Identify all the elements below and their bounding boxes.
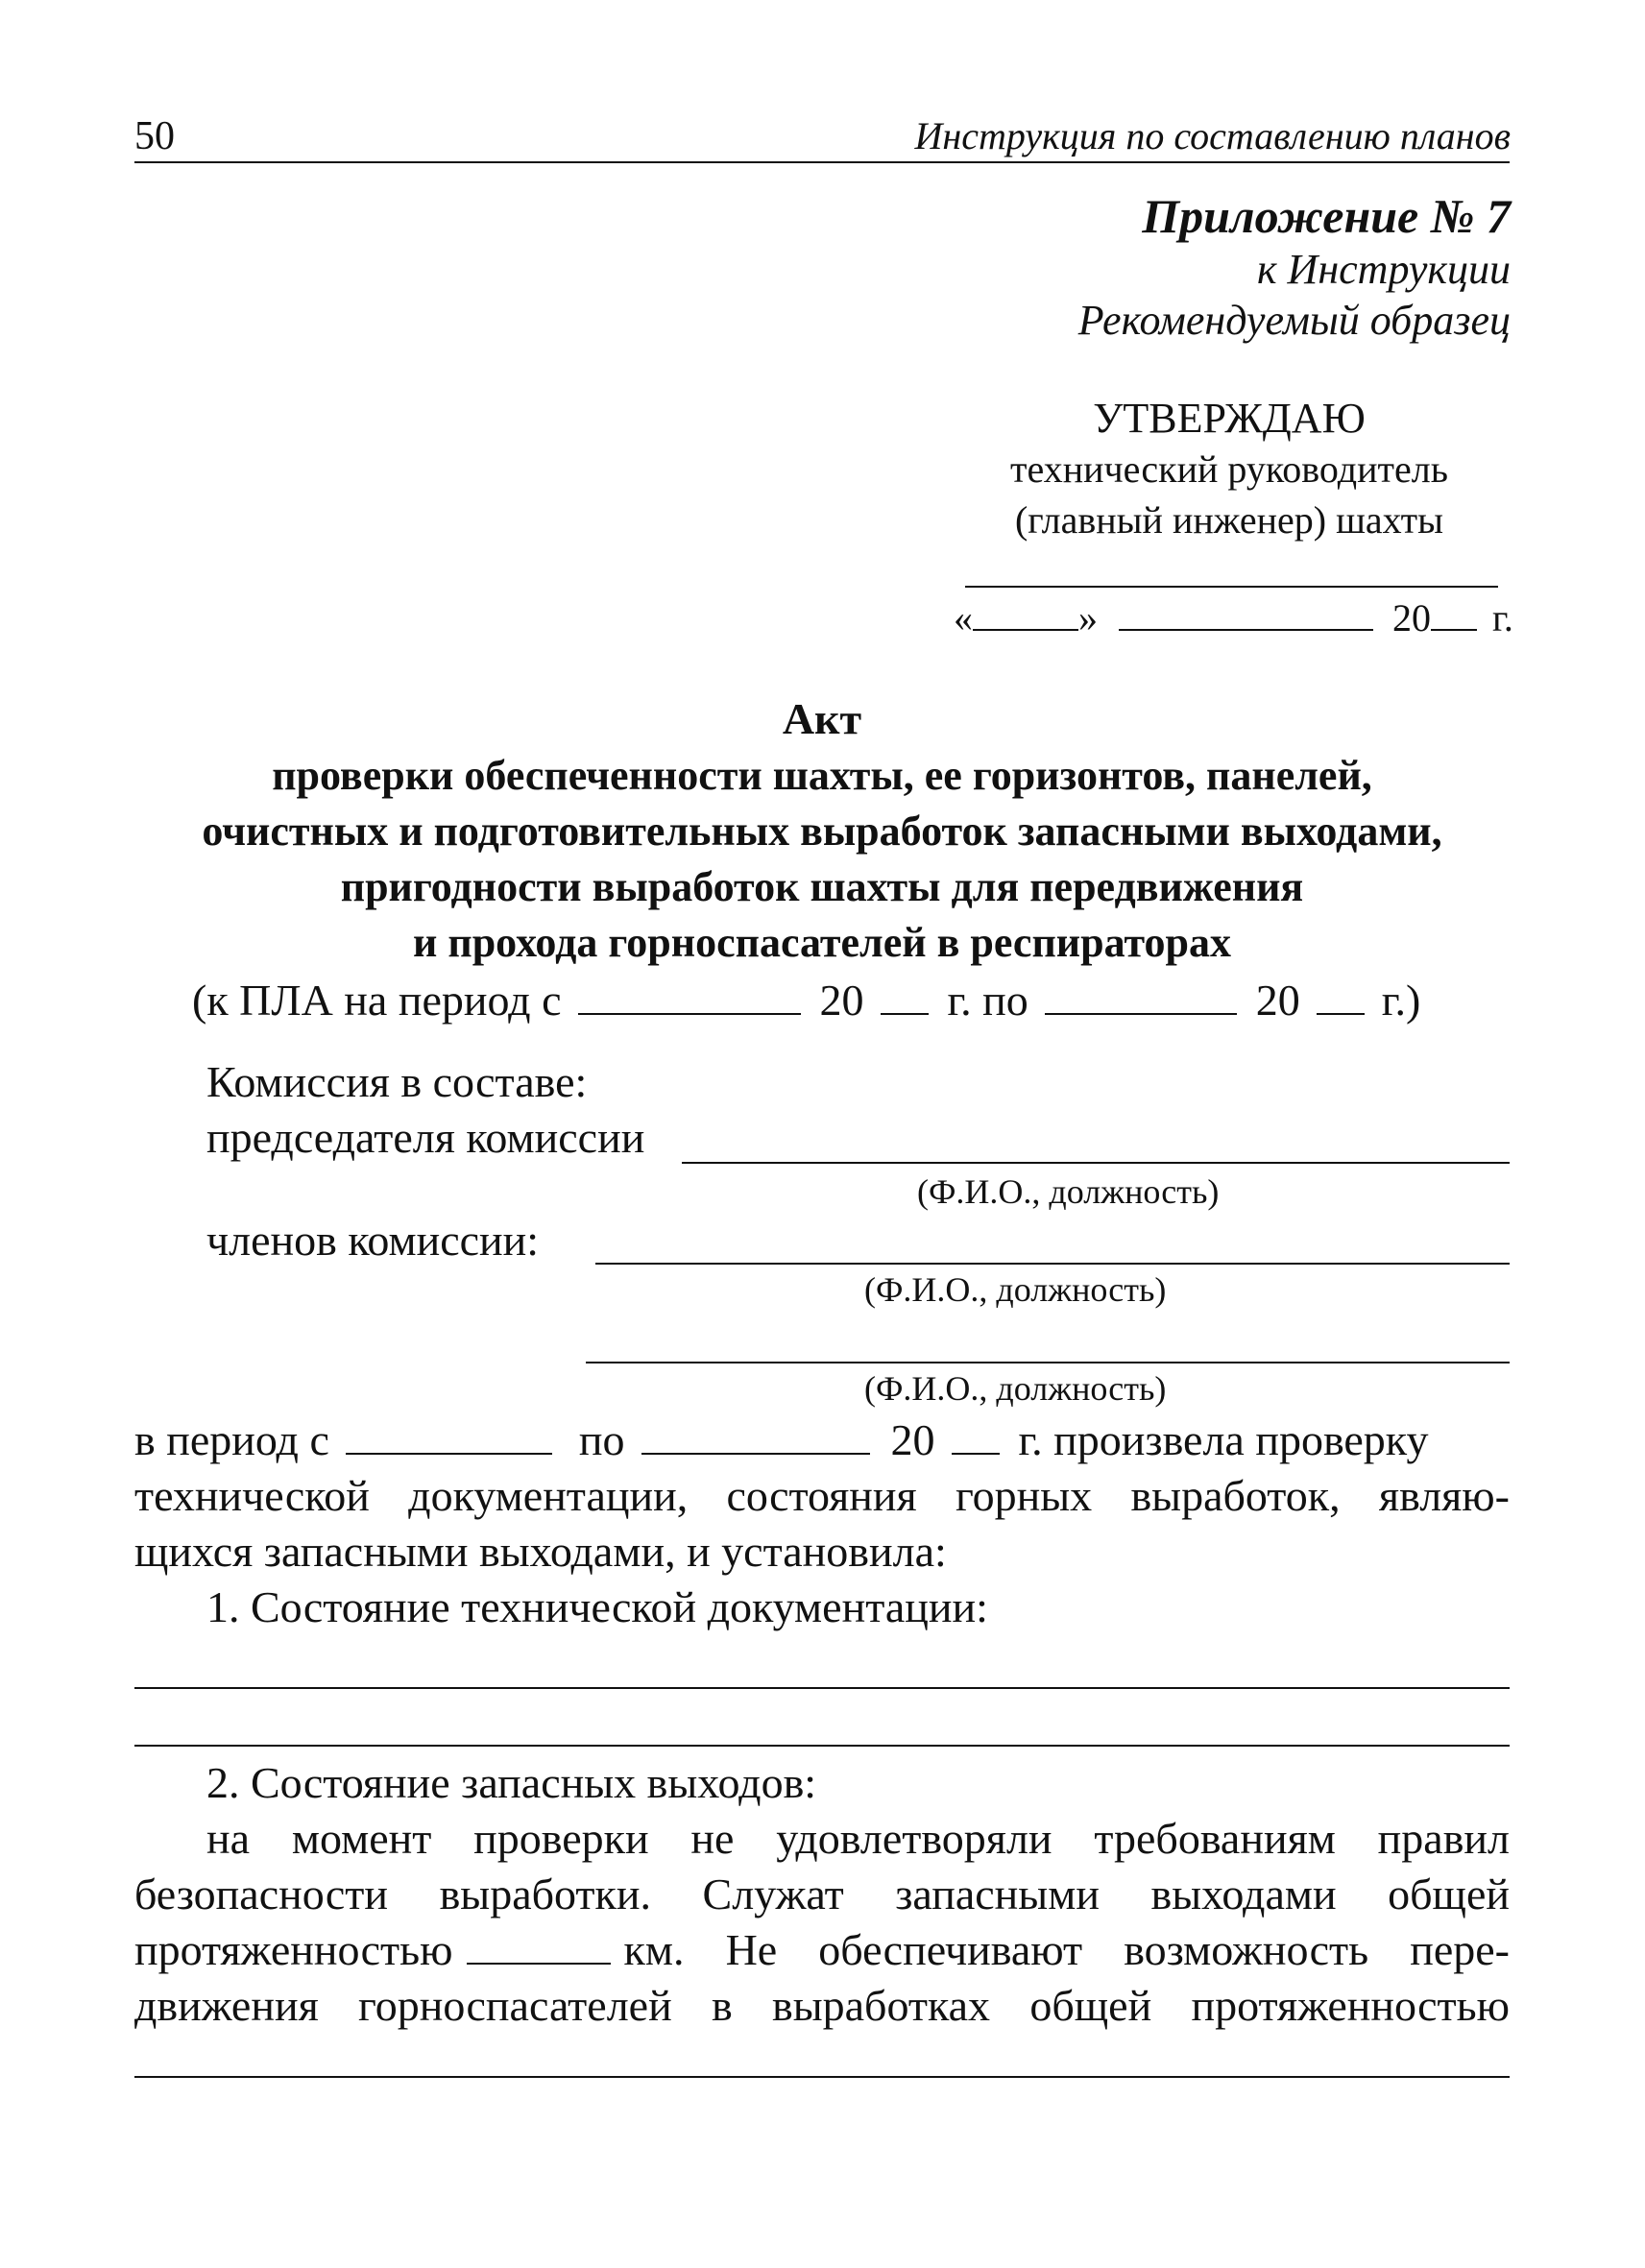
approver-signature-line (965, 586, 1498, 588)
act-period-year2: 20 (1255, 976, 1300, 1025)
appendix-title: Приложение № 7 (1142, 189, 1511, 243)
running-title: Инструкция по составлению планов (914, 114, 1511, 157)
act-subtitle-line: и прохода горноспасателей в респираторах (413, 919, 1231, 966)
body-line-3: щихся запасными выходами, и установила: (134, 1527, 947, 1576)
chairman-line (682, 1162, 1510, 1164)
paragraph-line-3-b: км. Не обеспечивают возможность пере- (623, 1925, 1510, 1974)
commission-heading: Комиссия в составе: (206, 1057, 588, 1106)
act-subtitle-line: пригодности выработок шахты для передвижения (340, 863, 1304, 910)
paragraph-fill-line (134, 2076, 1510, 2078)
body-period-row (134, 1414, 1429, 1465)
appendix-sample: Рекомендуемый образец (1077, 297, 1511, 344)
item-1-heading: 1. Состояние технической документации: (206, 1582, 988, 1631)
act-period-year1-blank (881, 1013, 929, 1015)
page-number: 50 (134, 114, 175, 158)
act-period-from-blank (578, 1013, 801, 1015)
approver-position-2: (главный инженер) шахты (1014, 498, 1444, 542)
members-fio-hint-1: (Ф.И.О., должность) (864, 1270, 1167, 1309)
date-close-quote: » (1078, 596, 1098, 639)
body-period-to: по (578, 1415, 625, 1464)
body-period-year-blank (952, 1453, 1000, 1455)
members-label: членов комиссии: (206, 1216, 540, 1265)
act-period-to: г. по (947, 976, 1028, 1025)
act-period-year2-blank (1317, 1013, 1365, 1015)
members-fio-hint-2: (Ф.И.О., должность) (864, 1369, 1167, 1408)
approval-date-row (954, 595, 1513, 640)
act-period-row (192, 975, 1420, 1025)
item-1-line-1 (134, 1687, 1510, 1689)
paragraph-line-2: безопасности выработки. Служат запасными выходами общей (134, 1870, 1510, 1918)
body-period-from-blank (346, 1453, 552, 1455)
date-suffix: г. (1492, 596, 1513, 639)
length-blank (467, 1963, 611, 1965)
date-month-blank (1119, 629, 1373, 631)
act-period-suffix: г.) (1381, 976, 1421, 1025)
body-period-to-blank (641, 1453, 870, 1455)
appendix-to: к Инструкции (1256, 246, 1511, 293)
paragraph-line-3 (134, 1924, 1510, 1975)
approver-position-1: технический руководитель (1010, 447, 1448, 491)
members-line-1 (595, 1263, 1510, 1265)
date-open-quote: « (954, 596, 973, 639)
act-period-year1: 20 (819, 976, 864, 1025)
item-2-heading: 2. Состояние запасных выходов: (206, 1758, 817, 1807)
date-year-blank (1431, 629, 1477, 631)
chairman-fio-hint: (Ф.И.О., должность) (917, 1172, 1220, 1211)
paragraph-line-3-a: протяженностью (134, 1925, 453, 1974)
act-period-prefix: (к ПЛА на период с (192, 976, 562, 1025)
item-1-line-2 (134, 1745, 1510, 1747)
paragraph-line-4: движения горноспасателей в выработках общей протяженностью (134, 1981, 1510, 2030)
act-period-to-blank (1045, 1013, 1237, 1015)
chairman-label: председателя комиссии (206, 1113, 645, 1162)
body-period-year: 20 (890, 1415, 935, 1464)
act-subtitle-line: проверки обеспеченности шахты, ее горизонтов, панелей, (272, 752, 1372, 799)
act-subtitle-line: очистных и подготовительных выработок запасными выходами, (202, 808, 1442, 855)
members-line-2 (586, 1362, 1510, 1363)
body-period-rest: г. произвела проверку (1018, 1415, 1429, 1464)
act-title: Акт (782, 694, 862, 743)
date-day-blank (973, 629, 1078, 631)
body-period-from: в период с (134, 1415, 329, 1464)
approve-heading: УТВЕРЖДАЮ (1093, 395, 1366, 442)
date-year: 20 (1392, 596, 1431, 639)
body-line-2: технической документации, состояния горных выработок, являю- (134, 1471, 1510, 1520)
paragraph-line-1: на момент проверки не удовлетворяли требованиям правил (206, 1814, 1510, 1863)
header-rule (134, 161, 1510, 163)
